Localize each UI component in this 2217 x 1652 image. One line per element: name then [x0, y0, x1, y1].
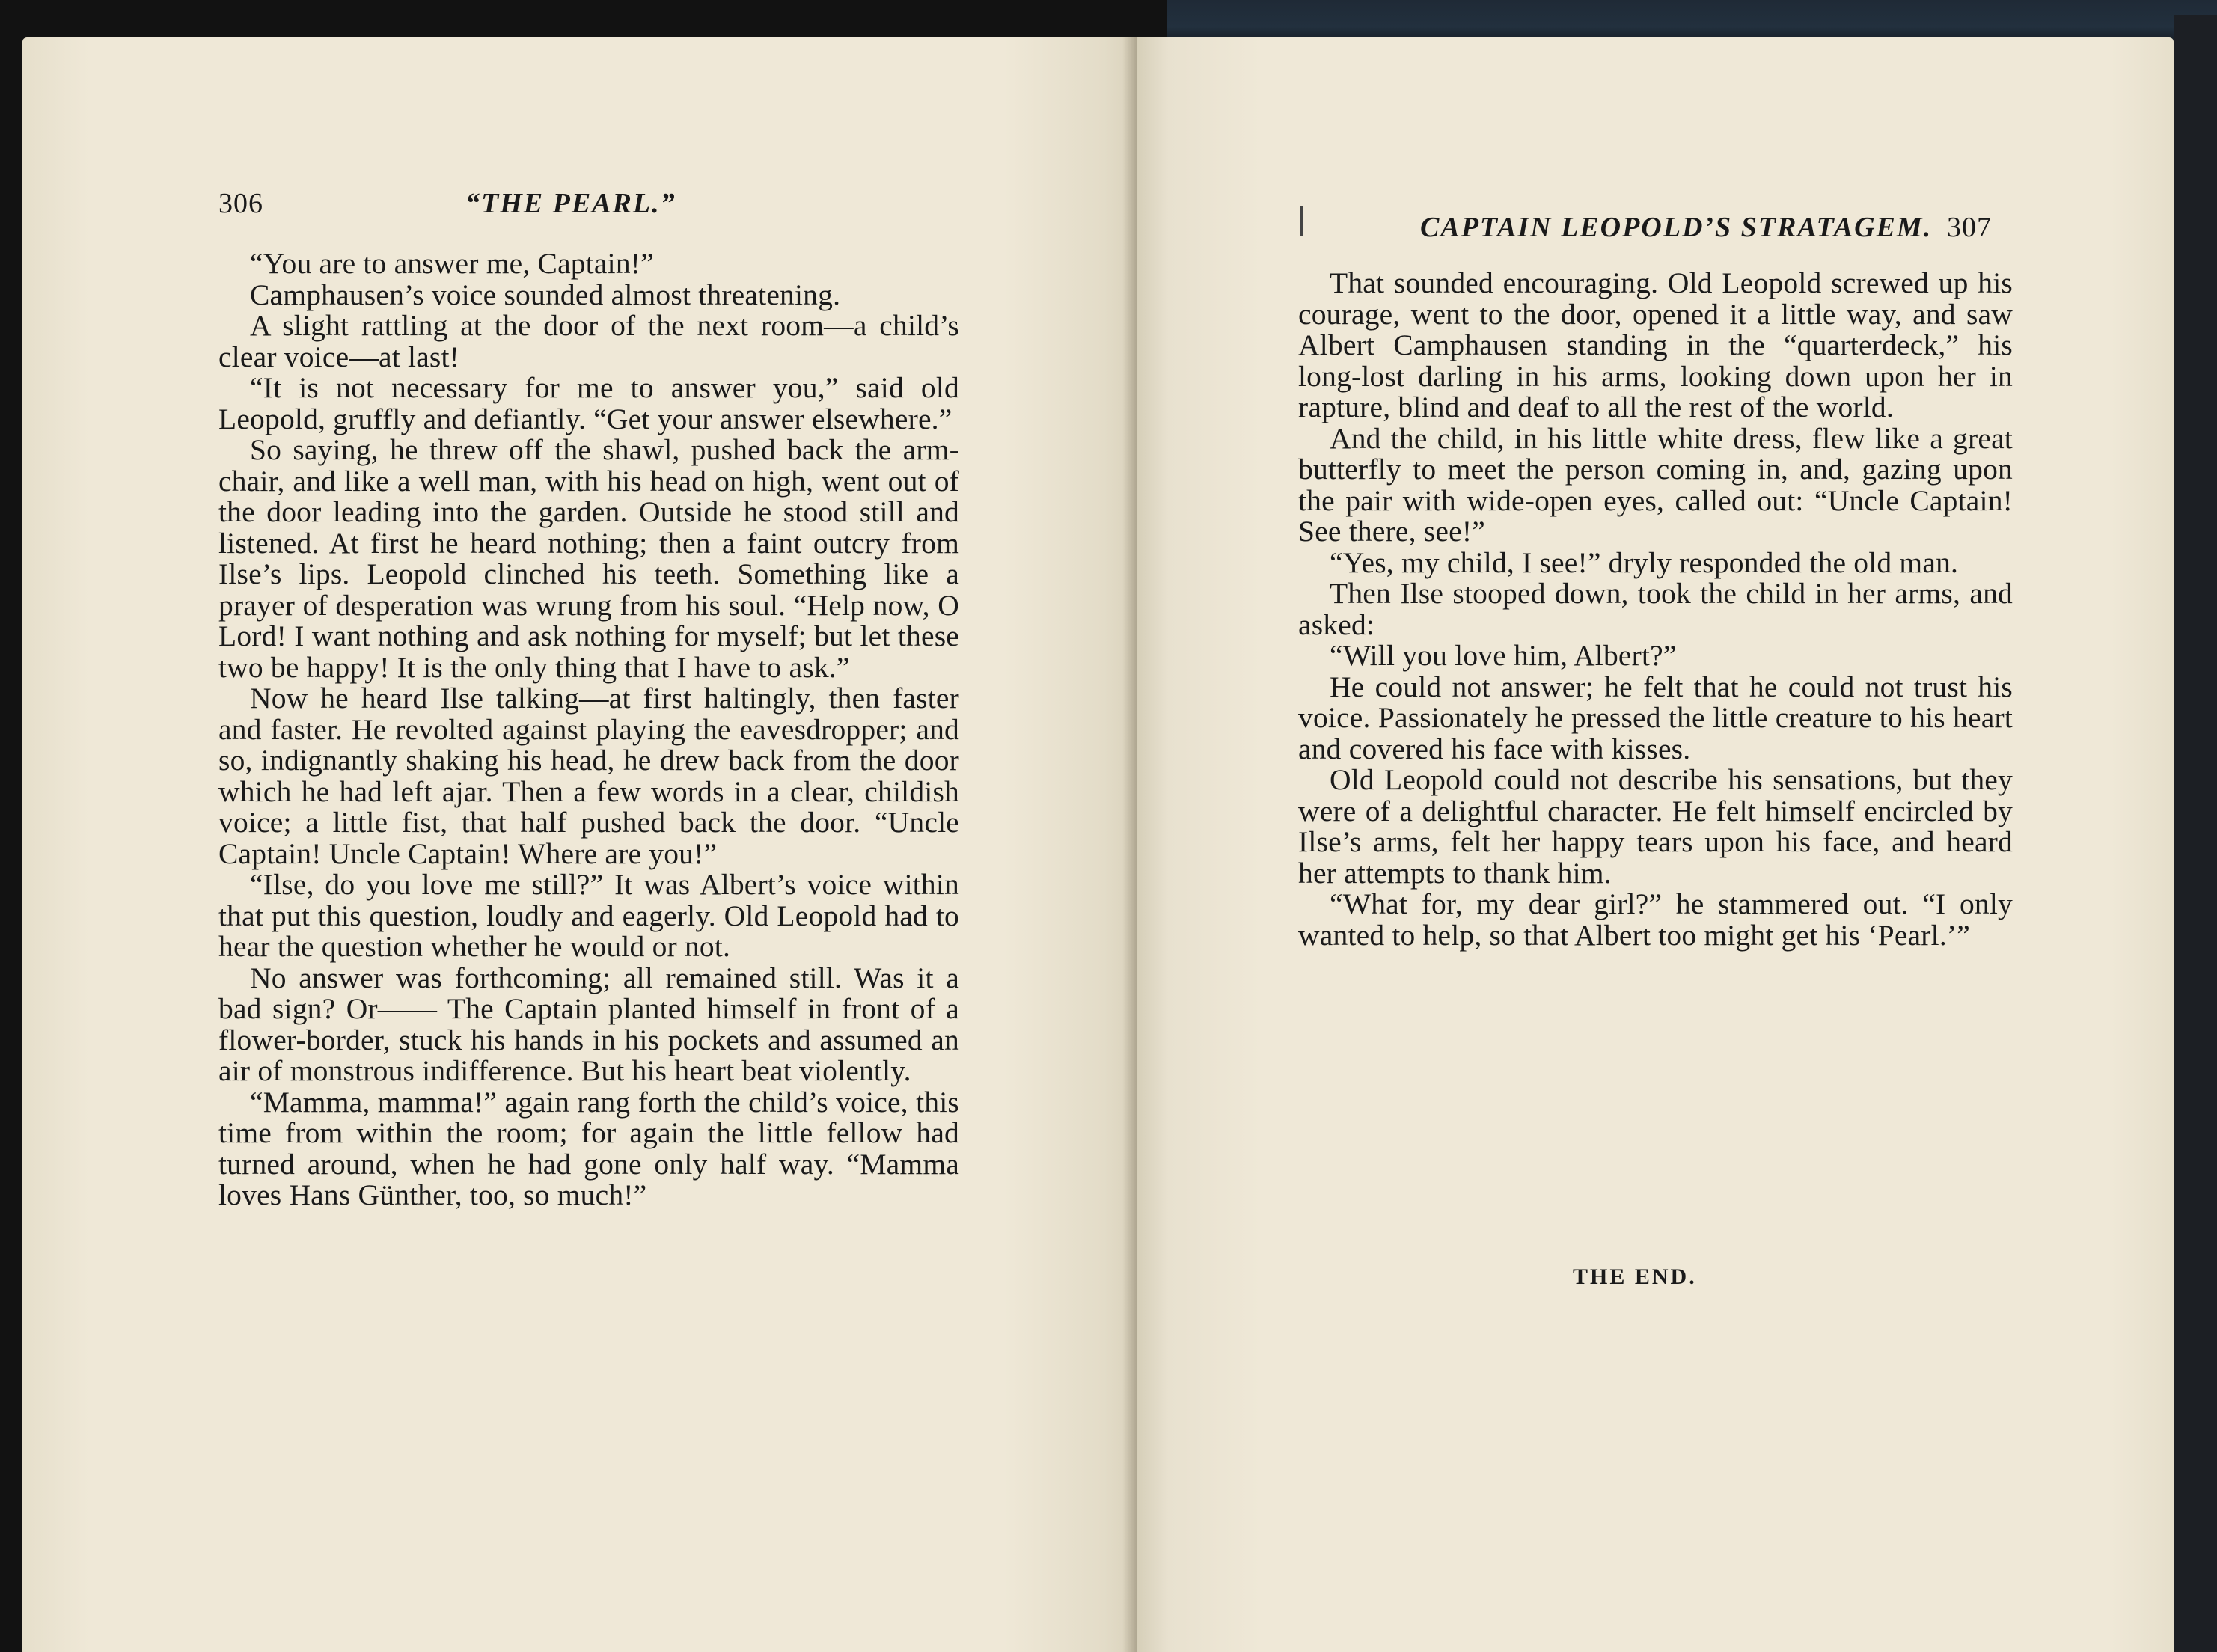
- left-page: [22, 37, 1137, 1652]
- paragraph: “What for, my dear girl?” he stammered out. “I only wanted to help, so that Albert too might get his ‘Pearl.’”: [1298, 887, 2013, 952]
- right-running-title: CAPTAIN LEOPOLD’S STRATAGEM.: [1420, 212, 1933, 243]
- paragraph: No answer was forthcoming; all remained still. Was it a bad sign? Or—— The Captain planted himself in front of a flower-border, stuck his hands in his pockets and assumed an air of monstrous indifference. But his heart beat violently.: [218, 961, 959, 1087]
- paragraph: Camphausen’s voice sounded almost threatening.: [250, 278, 841, 311]
- paragraph: “Mamma, mamma!” again rang forth the child’s voice, this time from within the room; for again the little fellow had turned around, when he had gone only half way. “Mamma loves Hans Günther, too, so much!”: [218, 1085, 959, 1211]
- paragraph: “You are to answer me, Captain!”: [250, 247, 654, 280]
- paragraph: Then Ilse stooped down, took the child in her arms, and asked:: [1298, 577, 2013, 641]
- paragraph: That sounded encouraging. Old Leopold screwed up his courage, went to the door, opened it a little way, and saw Albert Camphausen standing in the “quarterdeck,” his long-lost darling in his arms, looking down upon her in rapture, blind and deaf to all the rest of the world.: [1298, 266, 2013, 423]
- left-page-text: [218, 248, 959, 1211]
- left-running-title: “THE PEARL.”: [465, 188, 676, 219]
- right-page-number: 307: [1947, 212, 1992, 243]
- paragraph: And the child, in his little white dress, flew like a great butterfly to meet the person coming in, and, gazing upon the pair with wide-open eyes, called out: “Uncle Captain! See there, see!”: [1298, 421, 2013, 548]
- paragraph: “Yes, my child, I see!” dryly responded the old man.: [1330, 545, 1959, 579]
- paragraph: Old Leopold could not describe his sensations, but they were of a delightful character. He felt himself encircled by Ilse’s arms, felt her happy tears upon his face, and heard her attempts to thank him.: [1298, 763, 2013, 890]
- left-page-header: [22, 187, 1137, 232]
- left-page-number: 306: [218, 188, 263, 219]
- right-page: [1137, 37, 2174, 1652]
- right-page-text: [1298, 268, 2013, 951]
- paragraph: “Will you love him, Albert?”: [1330, 639, 1677, 672]
- paragraph: A slight rattling at the door of the next room—a child’s clear voice—at last!: [218, 309, 959, 373]
- the-end-label: THE END.: [1573, 1264, 1697, 1289]
- paragraph: “It is not necessary for me to answer you,” said old Leopold, gruffly and defiantly. “Get your answer elsewhere.”: [218, 371, 959, 435]
- paragraph: “Ilse, do you love me still?” It was Albert’s voice within that put this question, loudly and eagerly. Old Leopold had to hear the question whether he would or not.: [218, 868, 959, 963]
- paragraph: He could not answer; he felt that he could not trust his voice. Passionately he pressed the little creature to his heart and covered his face with kisses.: [1298, 670, 2013, 765]
- paragraph: So saying, he threw off the shawl, pushed back the arm-chair, and like a well man, with his head on high, went out of the door leading into the garden. Outside he stood still and listened. At first he heard nothing; then a faint outcry from Ilse’s lips. Leopold clinched his teeth. Something like a prayer of desperation was wrung from his soul. “Help now, O Lord! I want nothing and ask nothing for myself; but let these two be happy! It is the only thing that I have to ask.”: [218, 433, 959, 684]
- book-cover-edge: [2174, 15, 2217, 1652]
- right-page-header: [1137, 211, 2174, 256]
- paragraph: Now he heard Ilse talking—at first haltingly, then faster and faster. He revolted against playing the eavesdropper; and so, indignantly shaking his head, he drew back from the door which he had left ajar. Then a few words in a clear, childish voice; a little fist, that half pushed back the door. “Uncle Captain! Uncle Captain! Where are you!”: [218, 682, 959, 870]
